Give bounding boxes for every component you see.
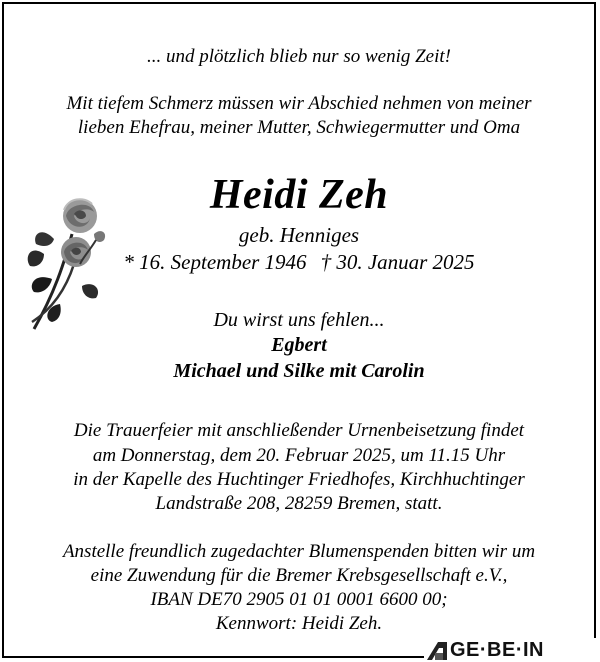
death-date: † 30. Januar 2025 [320,250,475,274]
message-line-2: lieben Ehefrau, meiner Mutter, Schwiegermutter und Oma [77,117,521,138]
deceased-name: Heidi Zeh [209,172,389,218]
funeral-info-line: am Donnerstag, dem 20. Februar 2025, um 11.15 Uhr [92,445,506,466]
mourner-name: Egbert [271,334,327,356]
logo-text: GE·BE·IN [450,639,544,661]
intro-line: ... und plötzlich blieb nur so wenig Zeit! [147,46,451,67]
message-line-1: Mit tiefem Schmerz müssen wir Abschied nehmen von meiner [66,93,532,114]
birth-name: geb. Henniges [238,223,360,247]
birth-date: * 16. September 1946 [123,250,307,274]
farewell-line: Du wirst uns fehlen... [213,309,385,331]
funeral-info-line: Landstraße 208, 28259 Bremen, statt. [155,493,443,514]
donation-info-line: IBAN DE70 2905 01 01 0001 6600 00; [150,589,448,610]
mourner-name: Michael und Silke mit Carolin [173,360,425,382]
gebein-logo [424,638,600,662]
donation-info-line: Kennwort: Heidi Zeh. [215,613,383,634]
gebein-logo-icon [426,639,448,661]
obituary-card [2,2,596,661]
funeral-info-line: Die Trauerfeier mit anschließender Urnenbeisetzung findet [73,420,525,441]
life-dates [4,252,594,273]
donation-info-line: Anstelle freundlich zugedachter Blumenspenden bitten wir um [62,541,536,562]
donation-info-line: eine Zuwendung für die Bremer Krebsgesellschaft e.V., [90,565,508,586]
funeral-info-line: in der Kapelle des Huchtinger Friedhofes, Kirchhuchtinger [73,469,525,490]
